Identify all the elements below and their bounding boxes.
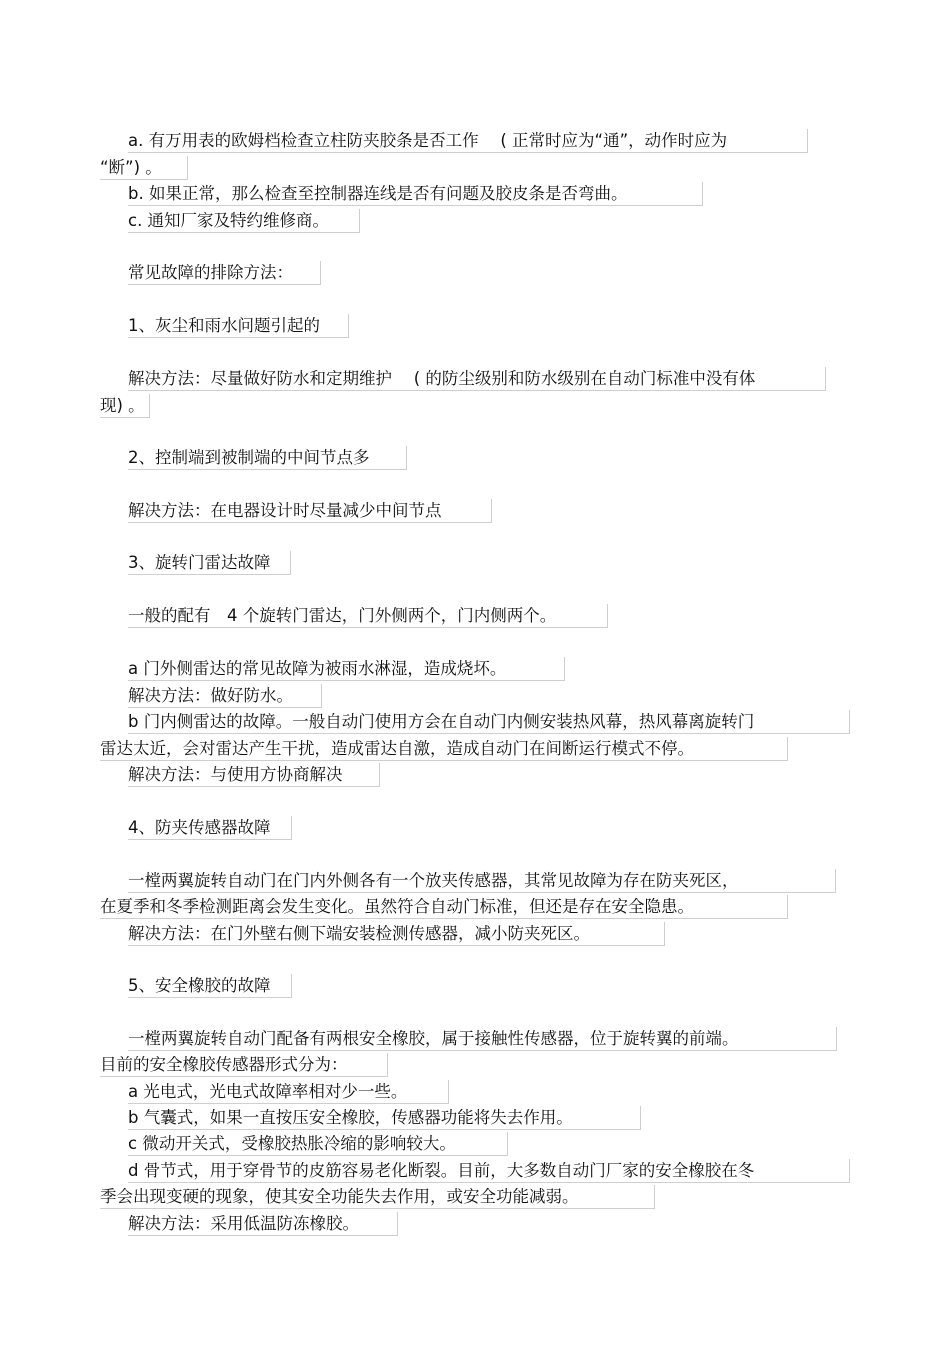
text-line: 一般的配有 4 个旋转门雷达，门外侧两个，门内侧两个。 [128, 604, 608, 628]
text-line: 目前的安全橡胶传感器形式分为： [100, 1053, 388, 1077]
text-line: 一樘两翼旋转自动门在门内外侧各有一个放夹传感器，其常见故障为存在防夹死区， [128, 869, 836, 893]
text-line: a 门外侧雷达的常见故障为被雨水淋湿，造成烧坏。 [128, 657, 565, 681]
text-line: d 骨节式，用于穿骨节的皮筋容易老化断裂。目前，大多数自动门厂家的安全橡胶在冬 [128, 1159, 850, 1183]
text-line: c. 通知厂家及特约维修商。 [128, 209, 360, 233]
section-heading: 2、控制端到被制端的中间节点多 [128, 446, 407, 470]
section-heading: 1、灰尘和雨水问题引起的 [128, 314, 349, 338]
text-line: b 气囊式，如果一直按压安全橡胶，传感器功能将失去作用。 [128, 1106, 641, 1130]
text-line: “断”) 。 [100, 156, 188, 180]
text-line: 一樘两翼旋转自动门配备有两根安全橡胶，属于接触性传感器，位于旋转翼的前端。 [128, 1027, 837, 1051]
text-line: 雷达太近，会对雷达产生干扰，造成雷达自激，造成自动门在间断运行模式不停。 [100, 737, 788, 761]
section-heading: 4、防夹传感器故障 [128, 816, 292, 840]
text-line: b 门内侧雷达的故障。一般自动门使用方会在自动门内侧安装热风幕，热风幕离旋转门 [128, 710, 850, 734]
text-line: 解决方法：尽量做好防水和定期维护 ( 的防尘级别和防水级别在自动门标准中没有体 [128, 367, 826, 391]
section-heading: 3、旋转门雷达故障 [128, 551, 291, 575]
text-line: b. 如果正常，那么检查至控制器连线是否有问题及胶皮条是否弯曲。 [128, 182, 703, 206]
text-line: a. 有万用表的欧姆档检查立柱防夹胶条是否工作 ( 正常时应为“通”，动作时应为 [128, 129, 808, 153]
text-line: 现) 。 [100, 394, 150, 418]
text-line: 在夏季和冬季检测距离会发生变化。虽然符合自动门标准，但还是存在安全隐患。 [100, 895, 788, 919]
section-heading: 5、安全橡胶的故障 [128, 974, 292, 998]
section-heading: 常见故障的排除方法： [128, 261, 321, 285]
text-line: 解决方法：在电器设计时尽量减少中间节点 [128, 499, 492, 523]
text-line: 季会出现变硬的现象，使其安全功能失去作用，或安全功能减弱。 [100, 1185, 655, 1209]
text-line: 解决方法：采用低温防冻橡胶。 [128, 1212, 398, 1236]
text-line: 解决方法：与使用方协商解决 [128, 763, 380, 787]
text-line: c 微动开关式，受橡胶热胀冷缩的影响较大。 [128, 1132, 508, 1156]
text-line: 解决方法：做好防水。 [128, 684, 322, 708]
text-line: 解决方法：在门外壁右侧下端安装检测传感器，减小防夹死区。 [128, 922, 665, 946]
text-line: a 光电式，光电式故障率相对少一些。 [128, 1080, 449, 1104]
